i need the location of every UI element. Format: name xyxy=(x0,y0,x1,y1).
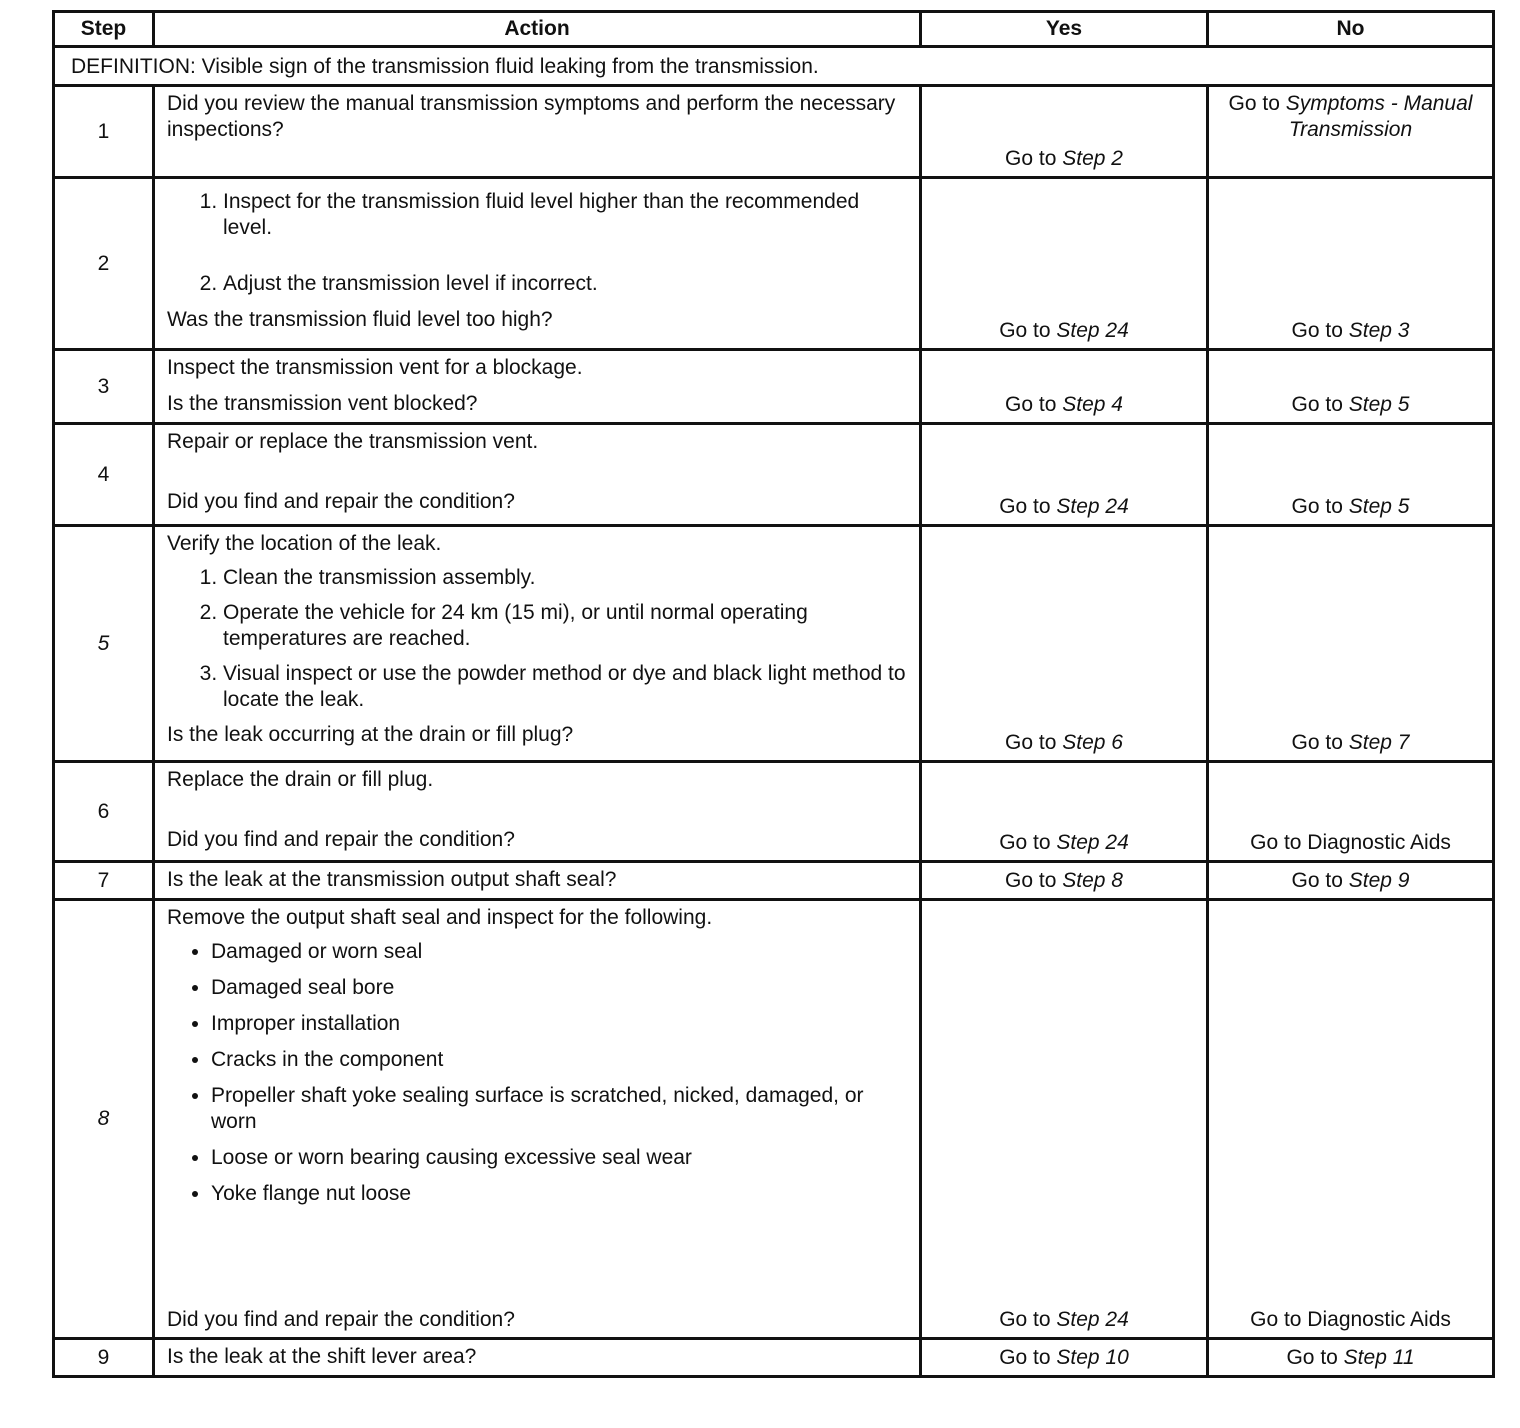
step-number: 2 xyxy=(54,178,154,350)
yes-step-ref: Step 6 xyxy=(1062,731,1123,754)
yes-step-ref: Step 24 xyxy=(1056,495,1129,518)
definition-text: DEFINITION: Visible sign of the transmission fluid leaking from the transmission. xyxy=(54,47,1494,86)
header-row xyxy=(54,12,1494,47)
yes-step-ref: Step 2 xyxy=(1062,147,1123,170)
action-text: Verify the location of the leak. xyxy=(167,532,442,555)
numbered-list xyxy=(167,565,909,713)
step-row-7 xyxy=(54,862,1494,900)
list-item: • Damaged seal bore xyxy=(211,975,909,1001)
question-text: Is the leak at the shift lever area? xyxy=(167,1345,477,1368)
action-cell xyxy=(154,178,921,350)
list-item: • Yoke flange nut loose xyxy=(211,1181,909,1207)
yes-cell: Go to Step 24 xyxy=(921,762,1208,862)
step-number: 7 xyxy=(54,862,154,900)
no-step-ref: Step 3 xyxy=(1348,319,1410,342)
action-cell xyxy=(154,86,921,178)
question-text: Was the transmission fluid level too high? xyxy=(167,308,553,331)
list-item: • Damaged or worn seal xyxy=(211,939,909,965)
yes-cell: Go to Step 24 xyxy=(921,424,1208,526)
action-cell xyxy=(154,762,921,862)
question-text: Did you find and repair the condition? xyxy=(167,828,515,851)
list-item: 2. Adjust the transmission level if incorrect. xyxy=(223,271,909,297)
yes-step-ref: Step 24 xyxy=(1056,319,1129,342)
header-no: No xyxy=(1208,12,1494,47)
step-number: 1 xyxy=(54,86,154,178)
question-text: Is the transmission vent blocked? xyxy=(167,392,478,415)
step-number: 3 xyxy=(54,350,154,424)
yes-cell: Go to Step 6 xyxy=(921,526,1208,762)
yes-cell: Go to Step 8 xyxy=(921,862,1208,900)
step-row-8 xyxy=(54,900,1494,1339)
no-cell: Go to Symptoms - Manual Transmission xyxy=(1208,86,1494,178)
no-step-ref: Symptoms - Manual Transmission xyxy=(1285,92,1473,141)
question-text: Did you find and repair the condition? xyxy=(167,490,515,513)
no-cell: Go to Diagnostic Aids xyxy=(1208,900,1494,1339)
no-step-ref: Step 11 xyxy=(1343,1346,1415,1369)
numbered-list xyxy=(167,189,909,297)
step-row-9 xyxy=(54,1339,1494,1377)
action-text: Inspect the transmission vent for a blockage. xyxy=(167,356,583,379)
yes-step-ref: Step 10 xyxy=(1056,1346,1129,1369)
list-item: 3. Visual inspect or use the powder method or dye and black light method to locate the leak. xyxy=(223,661,909,713)
action-text: Replace the drain or fill plug. xyxy=(167,768,434,791)
no-cell: Go to Diagnostic Aids xyxy=(1208,762,1494,862)
action-cell xyxy=(154,900,921,1339)
list-item: 1. Inspect for the transmission fluid level higher than the recommended level. xyxy=(223,189,909,241)
step-row-2 xyxy=(54,178,1494,350)
yes-cell: Go to Step 4 xyxy=(921,350,1208,424)
action-text: Did you review the manual transmission symptoms and perform the necessary inspections? xyxy=(167,92,896,141)
list-item: 1. Clean the transmission assembly. xyxy=(223,565,909,591)
no-cell: Go to Step 5 xyxy=(1208,350,1494,424)
step-row-4 xyxy=(54,424,1494,526)
action-text: Repair or replace the transmission vent. xyxy=(167,430,539,453)
question-text: Is the leak occurring at the drain or fill plug? xyxy=(167,723,574,746)
no-cell: Go to Step 7 xyxy=(1208,526,1494,762)
list-item: • Propeller shaft yoke sealing surface is scratched, nicked, damaged, or worn xyxy=(211,1083,909,1135)
step-number: 5 xyxy=(54,526,154,762)
action-cell xyxy=(154,526,921,762)
yes-step-ref: Step 24 xyxy=(1056,831,1129,854)
no-step-ref: Step 5 xyxy=(1348,393,1410,416)
step-number: 4 xyxy=(54,424,154,526)
step-row-6 xyxy=(54,762,1494,862)
yes-cell: Go to Step 24 xyxy=(921,178,1208,350)
step-row-1 xyxy=(54,86,1494,178)
yes-cell: Go to Step 2 xyxy=(921,86,1208,178)
no-cell: Go to Step 3 xyxy=(1208,178,1494,350)
action-text: Remove the output shaft seal and inspect for the following. xyxy=(167,906,713,929)
list-item: • Loose or worn bearing causing excessive seal wear xyxy=(211,1145,909,1171)
action-cell xyxy=(154,350,921,424)
no-step-ref: Step 9 xyxy=(1348,869,1410,892)
no-step-ref: Step 5 xyxy=(1348,495,1410,518)
action-cell xyxy=(154,862,921,900)
step-number: 6 xyxy=(54,762,154,862)
step-number: 8 xyxy=(54,900,154,1339)
no-step-ref: Step 7 xyxy=(1348,731,1410,754)
list-item: 2. Operate the vehicle for 24 km (15 mi), or until normal operating temperatures are reached. xyxy=(223,600,909,652)
step-number: 9 xyxy=(54,1339,154,1377)
step-row-5 xyxy=(54,526,1494,762)
question-text: Is the leak at the transmission output shaft seal? xyxy=(167,868,617,891)
bullet-list xyxy=(167,939,909,1207)
yes-step-ref: Step 8 xyxy=(1062,869,1123,892)
list-item: • Cracks in the component xyxy=(211,1047,909,1073)
step-row-3 xyxy=(54,350,1494,424)
yes-step-ref: Step 24 xyxy=(1056,1308,1129,1331)
diagnostic-table xyxy=(52,10,1495,1378)
yes-cell: Go to Step 10 xyxy=(921,1339,1208,1377)
action-cell xyxy=(154,1339,921,1377)
yes-cell: Go to Step 24 xyxy=(921,900,1208,1339)
question-text: Did you find and repair the condition? xyxy=(167,1308,515,1331)
no-cell: Go to Step 5 xyxy=(1208,424,1494,526)
list-item: • Improper installation xyxy=(211,1011,909,1037)
no-cell: Go to Step 9 xyxy=(1208,862,1494,900)
header-step: Step xyxy=(54,12,154,47)
action-cell xyxy=(154,424,921,526)
definition-row xyxy=(54,47,1494,86)
header-yes: Yes xyxy=(921,12,1208,47)
yes-step-ref: Step 4 xyxy=(1062,393,1123,416)
no-cell: Go to Step 11 xyxy=(1208,1339,1494,1377)
header-action: Action xyxy=(154,12,921,47)
